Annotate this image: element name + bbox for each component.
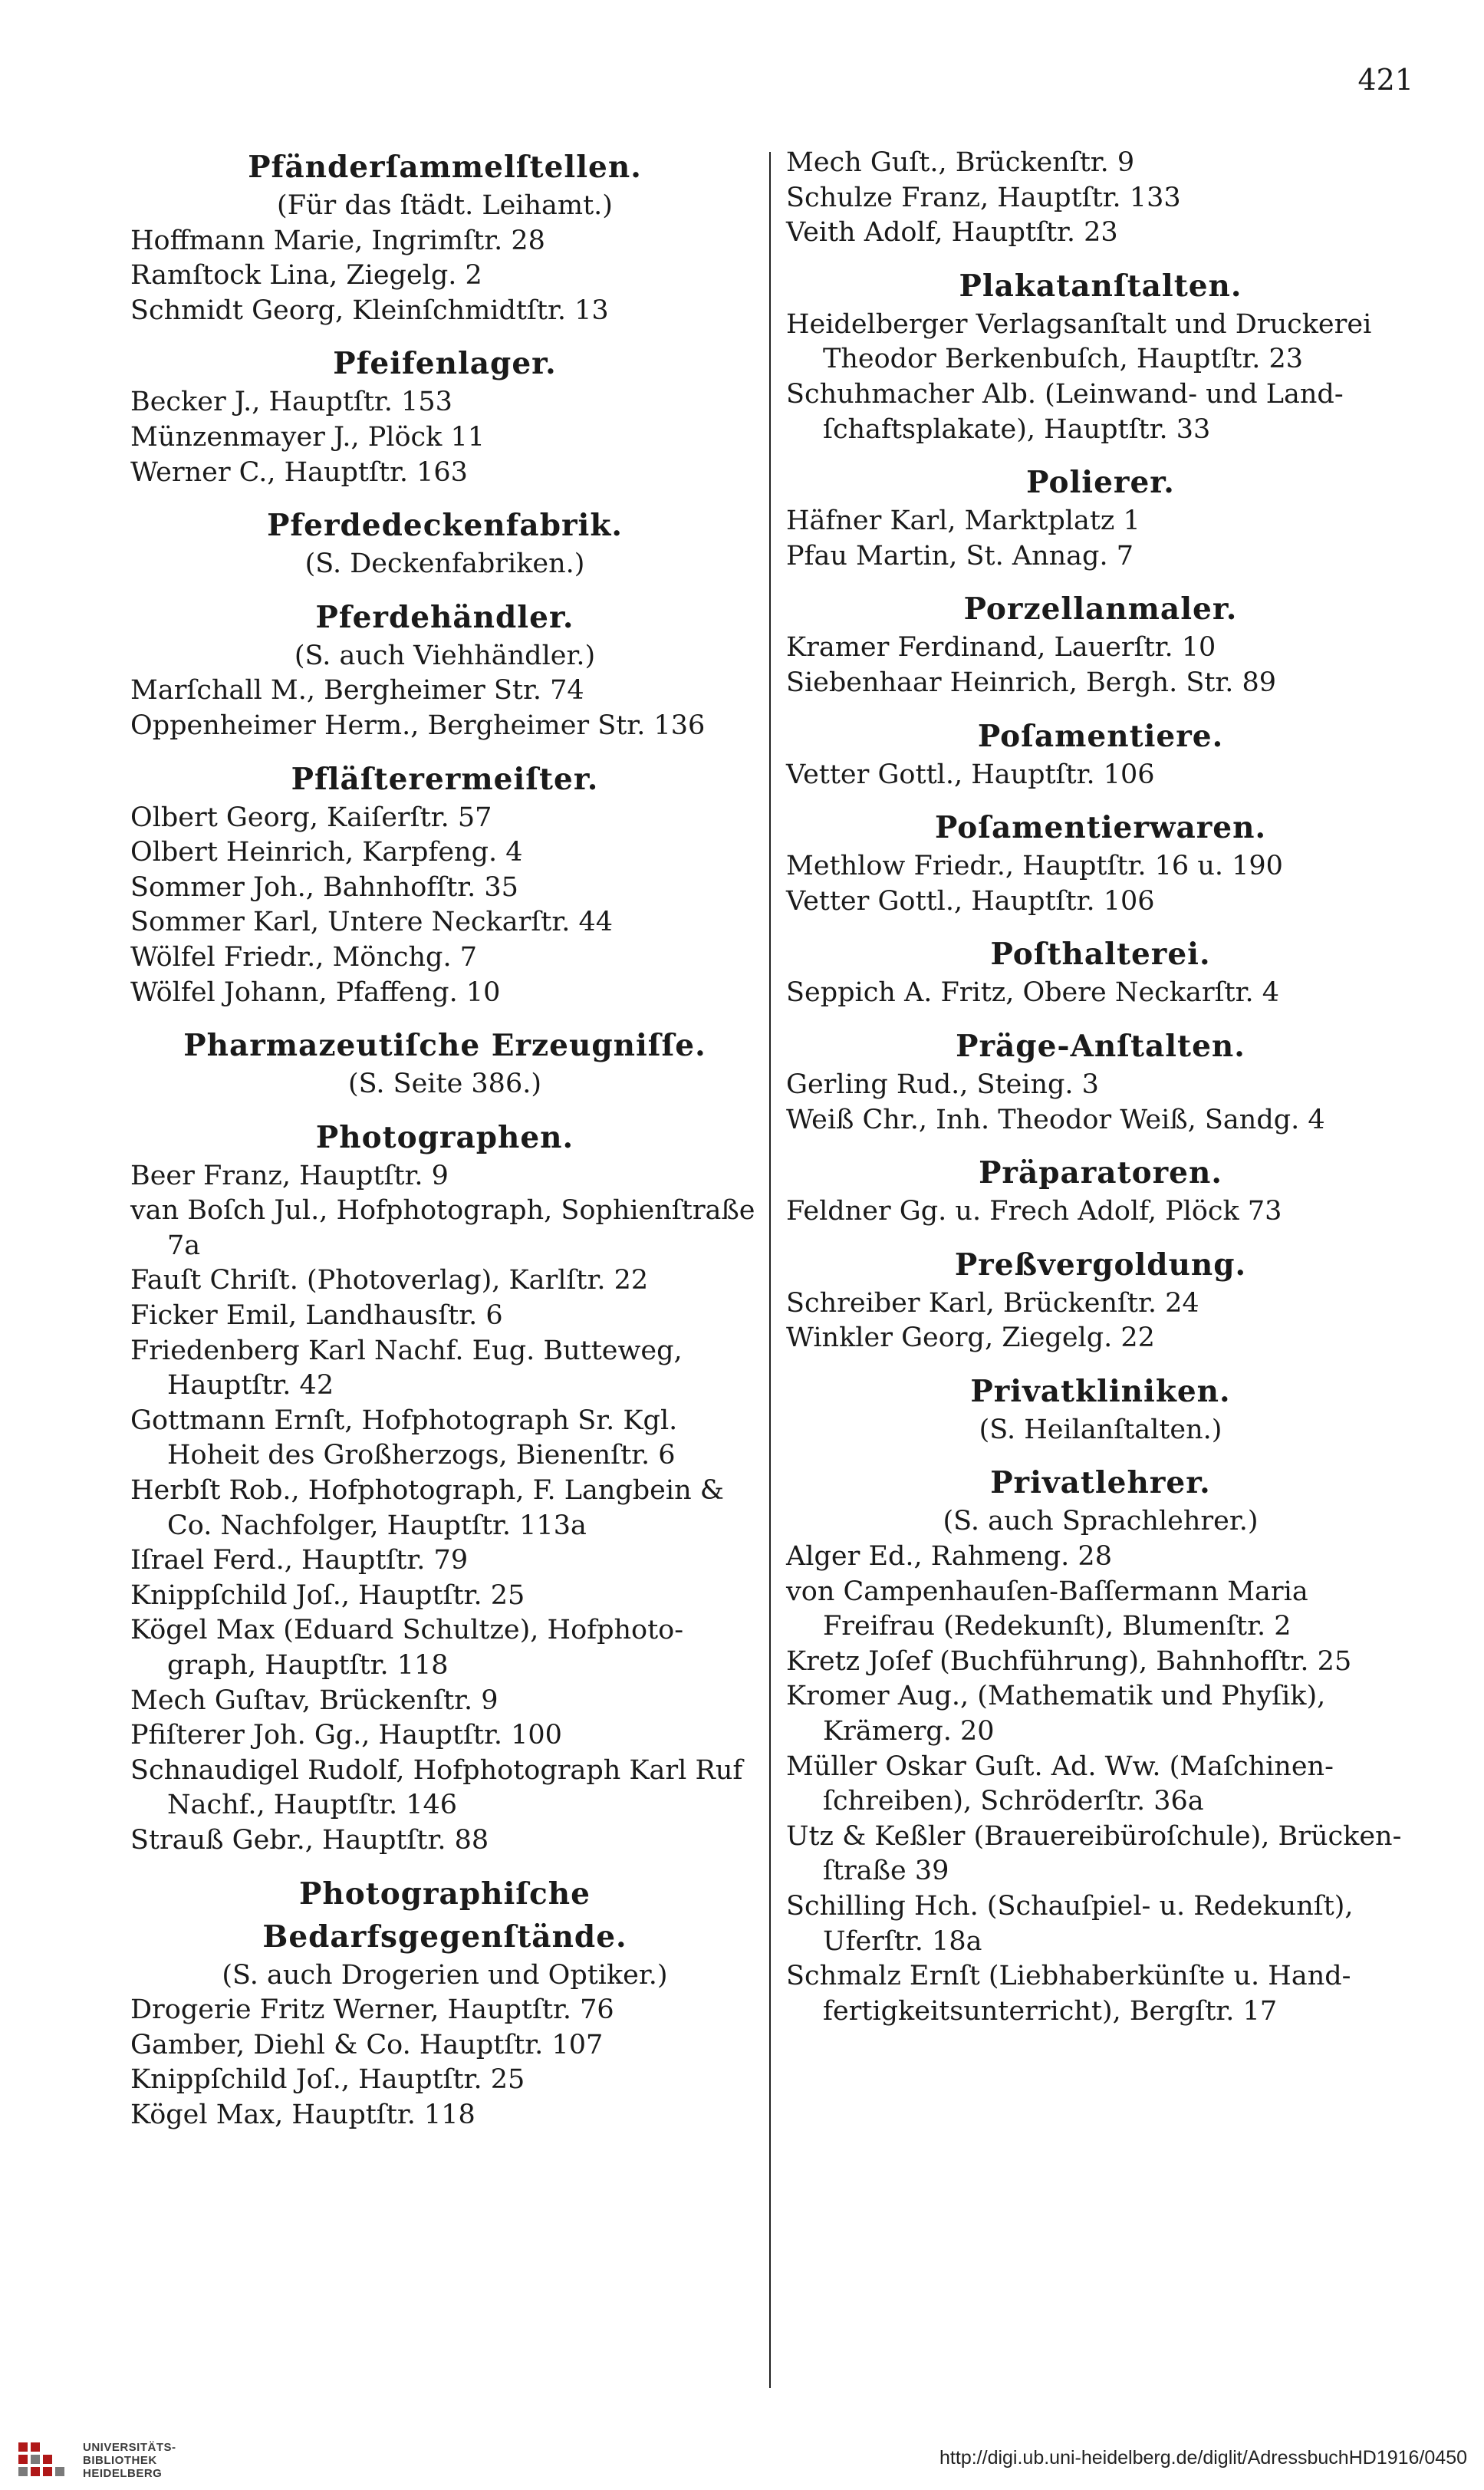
- directory-entry: Schilling Hch. (Schauſpiel- u. Redekunſt), Uferſtr. 18a: [786, 1891, 1354, 1957]
- library-name-line: UNIVERSITÄTS-: [83, 2441, 176, 2454]
- directory-entry: Friedenberg Karl Nachf. Eug. Butteweg, Hauptſtr. 42: [130, 1335, 683, 1401]
- section-note: (Für das ſtädt. Leihamt.): [277, 190, 613, 221]
- source-url[interactable]: http://digi.ub.uni-heidelberg.de/diglit/AdressbuchHD1916/0450: [939, 2447, 1467, 2469]
- section-heading: Poſamentiere.: [977, 718, 1224, 754]
- directory-entry: Wölfel Friedr., Mönchg. 7: [130, 941, 477, 973]
- directory-entry: Siebenhaar Heinrich, Bergh. Str. 89: [786, 667, 1277, 698]
- directory-section: [786, 715, 1415, 793]
- directory-section: [786, 1370, 1415, 1448]
- section-heading: Pfänderſammelſtellen.: [248, 150, 642, 185]
- directory-entry: Strauß Gebr., Hauptſtr. 88: [130, 1824, 489, 1856]
- directory-entry: Schmalz Ernſt (Liebhaberkünſte u. Handfertigkeitsunterricht), Bergſtr. 17: [786, 1961, 1351, 2027]
- directory-section: [786, 1025, 1415, 1138]
- directory-entry: Beer Franz, Hauptſtr. 9: [130, 1160, 449, 1191]
- directory-section: [786, 806, 1415, 919]
- directory-section: [786, 1461, 1415, 2029]
- directory-entry: Schreiber Karl, Brückenſtr. 24: [786, 1287, 1199, 1319]
- section-heading: Plakatanſtalten.: [959, 268, 1242, 304]
- directory-entry: Werner C., Hauptſtr. 163: [130, 456, 468, 488]
- section-heading: Pfeifenlager.: [333, 346, 557, 382]
- section-heading: Pferdedeckenfabrik.: [267, 508, 623, 544]
- directory-entry: Heidelberger Verlagsanſtalt und Druckerei Theodor Berkenbuſch, Hauptſtr. 23: [786, 308, 1372, 375]
- directory-entry: Sommer Joh., Bahnhofſtr. 35: [130, 871, 518, 903]
- library-logo-icon: [17, 2438, 71, 2482]
- directory-entry: Wölfel Johann, Pfaffeng. 10: [130, 977, 501, 1008]
- directory-entry: Ramſtock Lina, Ziegelg. 2: [130, 260, 482, 291]
- directory-section: [130, 1024, 759, 1102]
- directory-entry: Veith Adolf, Hauptſtr. 23: [786, 217, 1118, 249]
- directory-entry: Kögel Max, Hauptſtr. 118: [130, 2099, 475, 2130]
- directory-section: [786, 461, 1415, 574]
- directory-section: [786, 265, 1415, 447]
- section-note: (S. Heilanſtalten.): [979, 1414, 1222, 1445]
- library-name-line: BIBLIOTHEK: [83, 2454, 157, 2467]
- directory-section: [786, 146, 1415, 251]
- directory-section: [130, 504, 759, 582]
- directory-entry: Gamber, Diehl & Co. Hauptſtr. 107: [130, 2029, 604, 2060]
- directory-entry: Olbert Heinrich, Karpfeng. 4: [130, 837, 523, 868]
- directory-entry: Weiß Chr., Inh. Theodor Weiß, Sandg. 4: [786, 1104, 1325, 1135]
- directory-entry: Drogerie Fritz Werner, Hauptſtr. 76: [130, 1994, 614, 2026]
- directory-entry: Schmidt Georg, Kleinſchmidtſtr. 13: [130, 295, 609, 326]
- directory-entry: Gottmann Ernſt, Hofphotograph Sr. Kgl. Hoheit des Großherzogs, Bienenſtr. 6: [130, 1405, 678, 1471]
- directory-section: [130, 146, 759, 328]
- directory-entry: Knippſchild Joſ., Hauptſtr. 25: [130, 1579, 525, 1611]
- section-heading: Präparatoren.: [979, 1155, 1222, 1191]
- directory-entry: Schulze Franz, Hauptſtr. 133: [786, 182, 1181, 213]
- directory-entry: Alger Ed., Rahmeng. 28: [786, 1541, 1112, 1573]
- directory-entry: Schuhmacher Alb. (Leinwand- und Landſchaftsplakate), Hauptſtr. 33: [786, 378, 1344, 445]
- directory-entry: Iſrael Ferd., Hauptſtr. 79: [130, 1545, 469, 1576]
- directory-entry: Vetter Gottl., Hauptſtr. 106: [786, 885, 1155, 917]
- directory-entry: Oppenheimer Herm., Bergheimer Str. 136: [130, 710, 706, 741]
- directory-entry: Pfau Martin, St. Annag. 7: [786, 540, 1134, 571]
- directory-entry: Fauſt Chriſt. (Photoverlag), Karlſtr. 22: [130, 1265, 649, 1296]
- directory-entry: Hoffmann Marie, Ingrimſtr. 28: [130, 225, 545, 256]
- directory-section: [130, 758, 759, 1011]
- directory-entry: Pfiſterer Joh. Gg., Hauptſtr. 100: [130, 1720, 562, 1751]
- directory-entry: Häfner Karl, Marktplatz 1: [786, 506, 1140, 537]
- directory-entry: Mech Guſt., Brückenſtr. 9: [786, 147, 1135, 178]
- directory-entry: Kramer Ferdinand, Lauerſtr. 10: [786, 632, 1216, 664]
- directory-section: [786, 1243, 1415, 1356]
- section-heading: Photographen.: [315, 1119, 574, 1155]
- directory-entry: Seppich A. Fritz, Obere Neckarſtr. 4: [786, 977, 1280, 1009]
- directory-entry: Sommer Karl, Untere Neckarſtr. 44: [130, 907, 614, 938]
- directory-entry: Marſchall M., Bergheimer Str. 74: [130, 675, 584, 706]
- directory-entry: Müller Oskar Guſt. Ad. Ww. (Maſchinenſchreiben), Schröderſtr. 36a: [786, 1751, 1334, 1817]
- directory-section: [786, 933, 1415, 1011]
- section-heading: Polierer.: [1026, 465, 1175, 501]
- directory-entry: Schnaudigel Rudolf, Hofphotograph Karl Ruf Nachf., Hauptſtr. 146: [130, 1754, 743, 1821]
- section-note: (S. auch Viehhändler.): [294, 640, 596, 671]
- section-heading: Photographiſche Bedarfsgegenſtände.: [262, 1876, 627, 1955]
- library-name-line: HEIDELBERG: [83, 2467, 163, 2480]
- directory-entry: van Boſch Jul., Hofphotograph, Sophienſtraße 7a: [130, 1195, 755, 1261]
- directory-entry: Olbert Georg, Kaiſerſtr. 57: [130, 802, 492, 833]
- section-heading: Preßvergoldung.: [954, 1247, 1247, 1283]
- directory-entry: Methlow Friedr., Hauptſtr. 16 u. 190: [786, 851, 1283, 882]
- section-note: (S. auch Sprachlehrer.): [943, 1506, 1259, 1537]
- directory-entry: Feldner Gg. u. Frech Adolf, Plöck 73: [786, 1196, 1282, 1227]
- directory-section: [130, 1116, 759, 1859]
- library-name: [83, 2441, 176, 2480]
- section-note: (S. Seite 386.): [347, 1069, 541, 1100]
- directory-section: [130, 596, 759, 744]
- section-heading: Porzellanmaler.: [963, 591, 1238, 627]
- column-divider: [769, 152, 771, 2388]
- section-note: (S. Deckenfabriken.): [304, 548, 585, 580]
- directory-section: [786, 588, 1415, 700]
- directory-entry: Münzenmayer J., Plöck 11: [130, 421, 485, 453]
- directory-entry: von Campenhauſen-Baſſermann Maria Freifrau (Redekunſt), Blumenſtr. 2: [786, 1576, 1308, 1642]
- section-heading: Poſamentierwaren.: [934, 810, 1267, 846]
- section-heading: Präge-Anſtalten.: [956, 1028, 1245, 1064]
- section-note: (S. auch Drogerien und Optiker.): [222, 1959, 668, 1991]
- directory-entry: Kromer Aug., (Mathematik und Phyſik), Krämerg. 20: [786, 1681, 1326, 1747]
- directory-entry: Ficker Emil, Landhausſtr. 6: [130, 1300, 503, 1332]
- section-heading: Privatlehrer.: [990, 1465, 1211, 1501]
- section-heading: Pfläſterermeiſter.: [291, 761, 599, 797]
- section-heading: Pferdehändler.: [315, 599, 574, 635]
- directory-entry: Gerling Rud., Steing. 3: [786, 1069, 1099, 1100]
- directory-section: [130, 1872, 759, 2133]
- directory-section: [786, 1151, 1415, 1230]
- directory-entry: Winkler Georg, Ziegelg. 22: [786, 1322, 1155, 1354]
- directory-section: [130, 342, 759, 490]
- directory-entry: Mech Guſtav, Brückenſtr. 9: [130, 1685, 499, 1716]
- left-column: [130, 146, 759, 2133]
- directory-entry: Vetter Gottl., Hauptſtr. 106: [786, 759, 1155, 790]
- section-heading: Privatkliniken.: [970, 1373, 1231, 1409]
- section-heading: Pharmazeutiſche Erzeugniſſe.: [183, 1028, 706, 1064]
- directory-entry: Knippſchild Joſ., Hauptſtr. 25: [130, 2064, 525, 2096]
- directory-entry: Utz & Keßler (Brauereibüroſchule), Brückenſtraße 39: [786, 1820, 1402, 1887]
- directory-entry: Herbſt Rob., Hofphotograph, F. Langbein & Co. Nachfolger, Hauptſtr. 113a: [130, 1475, 724, 1541]
- section-heading: Poſthalterei.: [990, 937, 1211, 973]
- right-column: [786, 146, 1415, 2029]
- directory-entry: Kretz Joſef (Buchführung), Bahnhofſtr. 25: [786, 1645, 1352, 1677]
- page-number: 421: [1357, 63, 1413, 97]
- directory-entry: Becker J., Hauptſtr. 153: [130, 387, 452, 418]
- footer-bar: [0, 2430, 1484, 2490]
- directory-entry: Kögel Max (Eduard Schultze), Hofphotograph, Hauptſtr. 118: [130, 1615, 684, 1681]
